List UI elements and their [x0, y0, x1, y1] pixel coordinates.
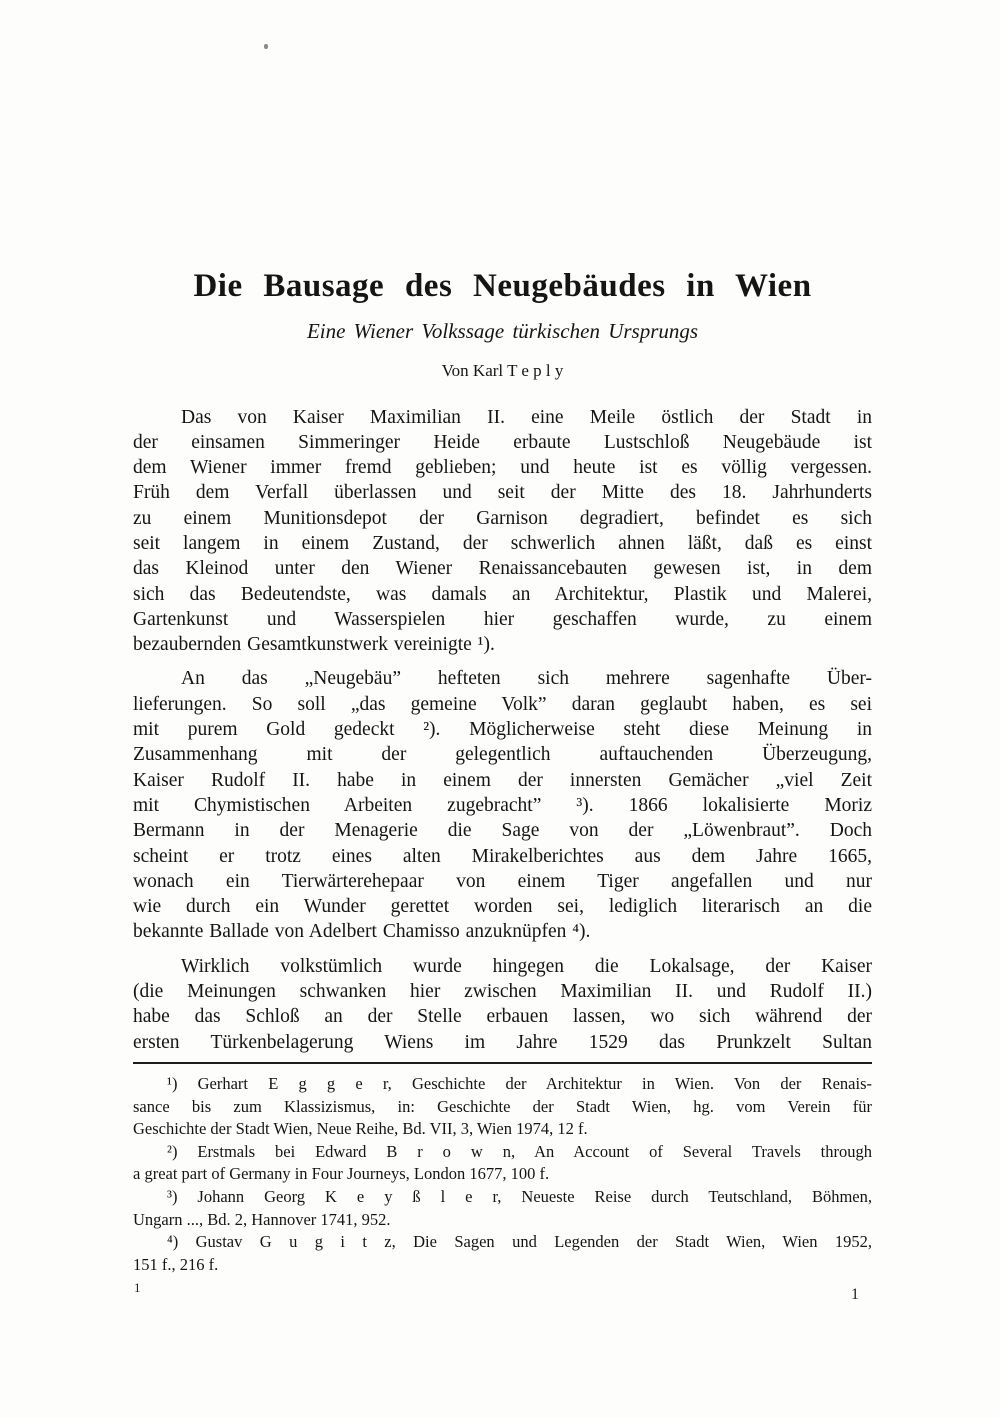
text-line: wonach ein Tierwärterehepaar von einem Tiger angefallen und nur	[133, 870, 872, 892]
paragraph	[133, 666, 872, 944]
text-line: das Kleinod unter den Wiener Renaissancebauten gewesen ist, in dem	[133, 558, 872, 580]
text-line: (die Meinungen schwanken hier zwischen Maximilian II. und Rudolf II.)	[133, 981, 872, 1003]
paragraph	[133, 1231, 872, 1276]
text-line: der einsamen Simmeringer Heide erbaute Lustschloß Neugebäude ist	[133, 431, 872, 453]
text-line: 151 f., 216 f.	[133, 1254, 219, 1274]
paragraph	[133, 405, 872, 658]
text-line: ²) Erstmals bei Edward B r o w n, An Account of Several Travels through	[167, 1141, 872, 1161]
text-line: mit Chymistischen Arbeiten zugebracht” ³). 1866 lokalisierte Moriz	[133, 794, 872, 816]
text-block	[133, 268, 872, 1276]
text-line: dem Wiener immer fremd geblieben; und heute ist es völlig vergessen.	[133, 457, 872, 479]
text-line: a great part of Germany in Four Journeys, London 1677, 100 f.	[133, 1164, 550, 1184]
text-line: sich das Bedeutendste, was damals an Architektur, Plastik und Malerei,	[133, 583, 872, 605]
paragraph	[133, 1073, 872, 1141]
paragraph	[133, 1186, 872, 1231]
text-line: seit langem in einem Zustand, der schwerlich ahnen läßt, daß es einst	[133, 533, 872, 554]
text-line: Früh dem Verfall überlassen und seit der Mitte des 18. Jahrhunderts	[133, 482, 872, 504]
text-line: ⁴) Gustav G u g i t z, Die Sagen und Legenden der Stadt Wien, Wien 1952,	[167, 1232, 872, 1252]
scan-speck	[264, 44, 268, 49]
text-line: Gartenkunst und Wasserspielen hier geschaffen wurde, zu einem	[133, 608, 872, 630]
text-line: habe das Schloß an der Stelle erbauen lassen, wo sich während der	[133, 1006, 872, 1028]
text-line: ³) Johann Georg K e y ß l e r, Neueste Reise durch Teutschland, Böhmen,	[167, 1186, 872, 1206]
text-line: zu einem Munitionsdepot der Garnison degradiert, befindet es sich	[133, 507, 872, 529]
text-line: lieferungen. So soll „das gemeine Volk” daran geglaubt haben, es sei	[133, 693, 872, 715]
text-line: Geschichte der Stadt Wien, Neue Reihe, Bd. VII, 3, Wien 1974, 12 f.	[133, 1119, 588, 1139]
page-number-right: 1	[851, 1286, 859, 1303]
text-line: sance bis zum Klassizismus, in: Geschichte der Stadt Wien, hg. vom Verein für	[133, 1096, 872, 1116]
page-title: Die Bausage des Neugebäudes in Wien	[193, 268, 812, 304]
byline: Von Karl T e p l y	[441, 361, 564, 381]
text-line: An das „Neugebäu” hefteten sich mehrere sagenhafte Über-	[181, 668, 872, 690]
text-line: Kaiser Rudolf II. habe in einem der innersten Gemächer „viel Zeit	[133, 769, 872, 791]
text-line: ersten Türkenbelagerung Wiens im Jahre 1529 das Prunkzelt Sultan	[133, 1031, 872, 1053]
page-subtitle: Eine Wiener Volkssage türkischen Ursprungs	[306, 318, 699, 343]
text-line: bekannte Ballade von Adelbert Chamisso anzuknüpfen ⁴).	[133, 921, 591, 943]
footnotes	[133, 1073, 872, 1276]
text-line: Wirklich volkstümlich wurde hingegen die Lokalsage, der Kaiser	[181, 955, 872, 977]
footnote-separator	[133, 1062, 872, 1064]
text-line: wie durch ein Wunder gerettet worden sei, lediglich literarisch an die	[133, 896, 872, 918]
text-line: Zusammenhang mit der gelegentlich auftauchenden Überzeugung,	[133, 744, 872, 766]
page-number-left: 1	[134, 1280, 141, 1295]
body-text	[133, 405, 872, 1055]
paragraph	[133, 954, 872, 1055]
text-line: Ungarn ..., Bd. 2, Hannover 1741, 952.	[133, 1209, 391, 1229]
text-line: scheint er trotz eines alten Mirakelberichtes aus dem Jahre 1665,	[133, 845, 872, 867]
text-line: Bermann in der Menagerie die Sage von der „Löwenbraut”. Doch	[133, 820, 872, 842]
text-line: ¹) Gerhart E g g e r, Geschichte der Architektur in Wien. Von der Renais-	[167, 1073, 872, 1093]
text-line: mit purem Gold gedeckt ²). Möglicherweise steht diese Meinung in	[133, 719, 872, 741]
paragraph	[133, 1141, 872, 1186]
text-line: bezaubernden Gesamtkunstwerk vereinigte ¹).	[133, 634, 495, 656]
text-line: Das von Kaiser Maximilian II. eine Meile östlich der Stadt in	[181, 406, 872, 428]
